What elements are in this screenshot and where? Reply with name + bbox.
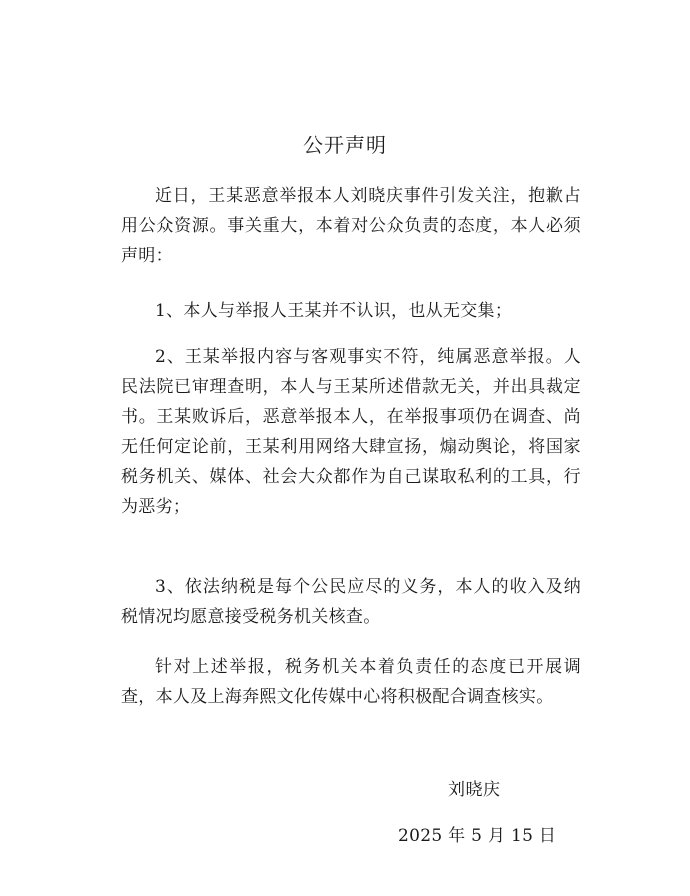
paragraph-point-2: 2、王某举报内容与客观事实不符，纯属恶意举报。人民法院已审理查明，本人与王某所述借款无关，并出具裁定书。王某败诉后，恶意举报本人，在举报事项仍在调查、尚无任何定论前，王某利用网络大肆宣扬，煽动舆论，将国家税务机关、媒体、社会大众都作为自己谋取私利的工具，行为恶劣； xyxy=(121,347,581,517)
paragraph-closing: 针对上述举报，税务机关本着负责任的态度已开展调查，本人及上海奔熙文化传媒中心将积极配合调查核实。 xyxy=(121,657,581,707)
paragraph-intro: 近日，王某恶意举报本人刘晓庆事件引发关注，抱歉占用公众资源。事关重大，本着对公众负责的态度，本人必须声明： xyxy=(121,186,581,266)
signature-name: 刘晓庆 xyxy=(448,780,501,800)
document-title: 公开声明 xyxy=(303,133,387,157)
paragraph-point-1: 1、本人与举报人王某并不认识，也从无交集； xyxy=(155,301,513,321)
signature-date: 2025 年 5 月 15 日 xyxy=(398,826,557,846)
paragraph-point-3: 3、依法纳税是每个公民应尽的义务，本人的收入及纳税情况均愿意接受税务机关核查。 xyxy=(121,577,581,627)
